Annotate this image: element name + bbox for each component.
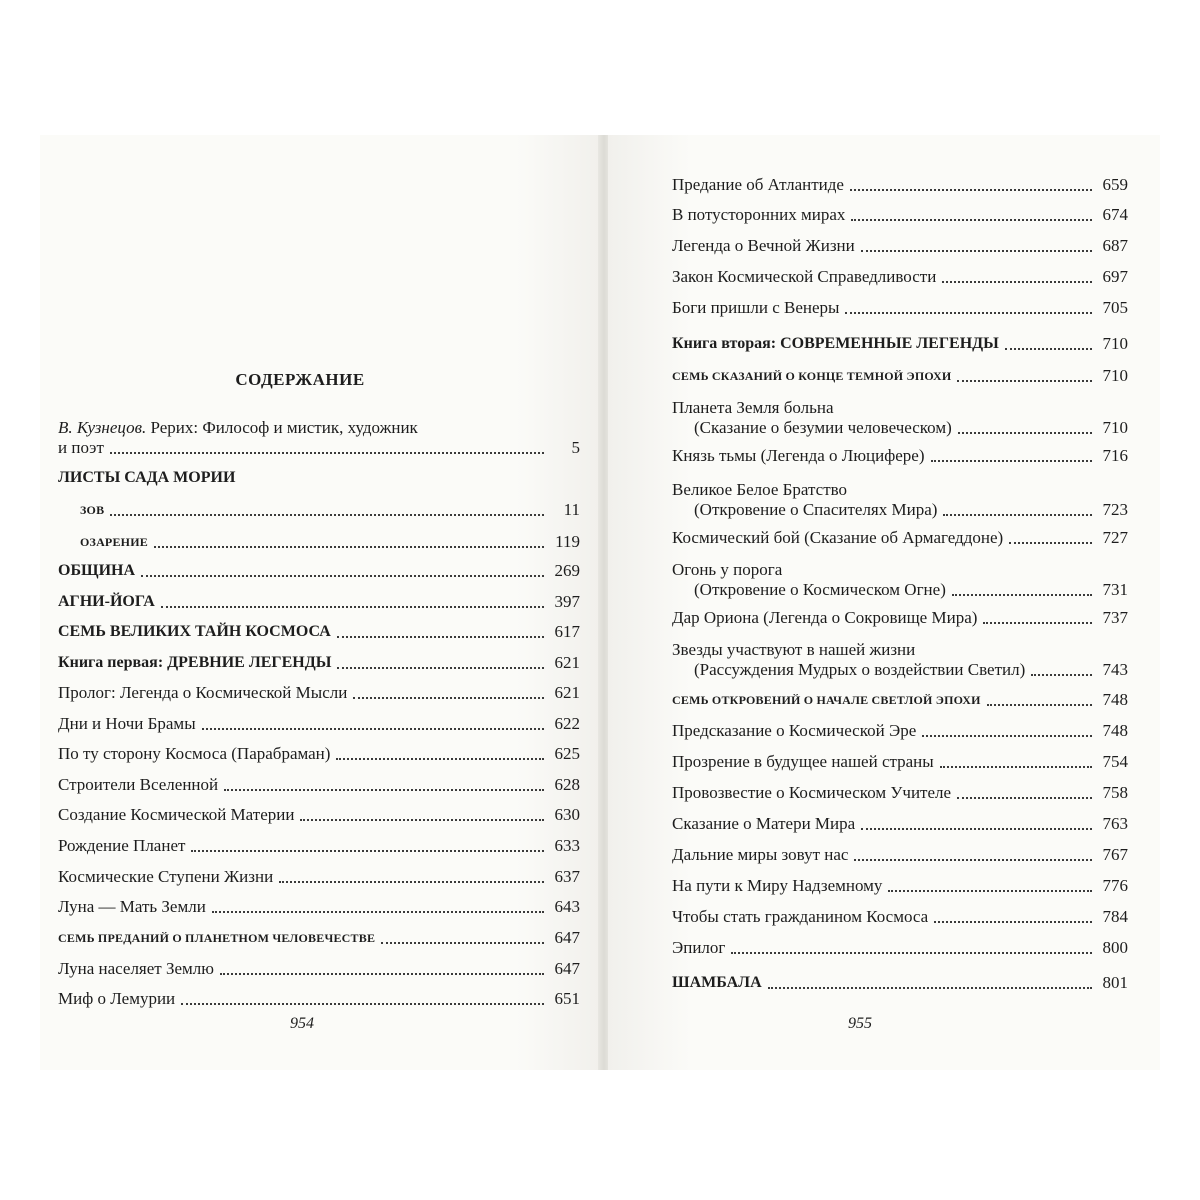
leader-dots (1031, 674, 1092, 676)
page-ref: 758 (1102, 783, 1128, 802)
toc-entry-title: СЕМЬ ОТКРОВЕНИЙ О НАЧАЛЕ СВЕТЛОЙ ЭПОХИ (672, 693, 981, 707)
toc-entry-title: Боги пришли с Венеры (672, 298, 840, 317)
toc-entry (672, 752, 1128, 772)
toc-entry (58, 867, 580, 887)
leader-dots (337, 667, 544, 669)
page-ref: 754 (1102, 752, 1128, 771)
page-ref: 651 (554, 989, 580, 1008)
leader-dots (888, 890, 1092, 892)
toc-entry-title: Предсказание о Космической Эре (672, 721, 917, 740)
leader-dots (940, 766, 1092, 768)
toc-entry-title: Чтобы стать гражданином Космоса (672, 907, 929, 926)
page-ref: 633 (554, 836, 580, 855)
page-ref: 397 (554, 592, 580, 611)
toc-entry-title-row (672, 640, 1128, 660)
leader-dots (931, 460, 1093, 462)
toc-entry (58, 928, 580, 948)
toc-entry (672, 236, 1128, 256)
toc-entry (672, 446, 1128, 466)
page-ref: 621 (554, 653, 580, 672)
leader-dots (191, 850, 544, 852)
page-ref: 630 (554, 805, 580, 824)
left-page (40, 135, 600, 1070)
page-ref: 659 (1102, 175, 1128, 194)
page-ref: 643 (554, 897, 580, 916)
toc-entry (672, 640, 1128, 680)
toc-entry-title-row (672, 480, 1128, 500)
page-ref: 748 (1102, 690, 1128, 709)
page-ref: 647 (554, 928, 580, 947)
toc-entry-title: Создание Космической Материи (58, 805, 295, 824)
toc-entry (58, 836, 580, 856)
toc-entry-title: Дни и Ночи Брамы (58, 714, 196, 733)
leader-dots (141, 575, 544, 577)
page-ref: 5 (571, 438, 580, 457)
leader-dots (300, 819, 544, 821)
page-ref: 716 (1102, 446, 1128, 465)
page-ref: 628 (554, 775, 580, 794)
toc-entry (672, 205, 1128, 225)
leader-dots (957, 797, 1092, 799)
toc-entry (672, 783, 1128, 803)
toc-entry (672, 814, 1128, 834)
leader-dots (154, 546, 544, 548)
page-ref: 727 (1102, 528, 1128, 547)
page-ref: 763 (1102, 814, 1128, 833)
toc-entry (672, 398, 1128, 438)
toc-entry-title: Сказание о Матери Мира (672, 814, 856, 833)
leader-dots (942, 281, 1092, 283)
leader-dots (922, 735, 1092, 737)
toc-entry (672, 845, 1128, 865)
intro-title-line2: и поэт (58, 438, 104, 457)
page-ref: 621 (554, 683, 580, 702)
toc-entry (672, 267, 1128, 287)
toc-entry (672, 560, 1128, 600)
toc-entry-title: Провозвестие о Космическом Учителе (672, 783, 952, 802)
page-ref: 710 (1102, 418, 1128, 437)
toc-entry-intro (58, 418, 580, 458)
toc-entry-title: СЕМЬ ПРЕДАНИЙ О ПЛАНЕТНОМ ЧЕЛОВЕЧЕСТВЕ (58, 931, 376, 945)
leader-dots (850, 189, 1092, 191)
page-ref: 748 (1102, 721, 1128, 740)
contents-title: СОДЕРЖАНИЕ (235, 370, 365, 389)
page-ref: 800 (1102, 938, 1128, 957)
leader-dots (983, 622, 1092, 624)
leader-dots (934, 921, 1092, 923)
toc-entry-title: По ту сторону Космоса (Парабраман) (58, 744, 331, 763)
toc-entry-subtitle: (Сказание о безумии человеческом) (694, 418, 952, 437)
toc-entry-title-row (672, 398, 1128, 418)
toc-entry-title: Дальние миры зовут нас (672, 845, 849, 864)
toc-entry-title: ШАМБАЛА (672, 974, 762, 991)
page-ref: 697 (1102, 267, 1128, 286)
toc-entry (58, 592, 580, 612)
leader-dots (957, 380, 1092, 382)
page-ref: 723 (1102, 500, 1128, 519)
toc-entry (58, 532, 580, 552)
leader-dots (212, 911, 544, 913)
toc-entry-title: ОЗАРЕНИЕ (80, 535, 148, 549)
toc-entry-title: Закон Космической Справедливости (672, 267, 937, 286)
toc-entry (58, 714, 580, 734)
toc-entry-title: ЗОВ (80, 503, 105, 517)
toc-entry-title: СЕМЬ СКАЗАНИЙ О КОНЦЕ ТЕМНОЙ ЭПОХИ (672, 369, 952, 383)
leader-dots (336, 758, 544, 760)
toc-entry (58, 622, 580, 642)
leader-dots (202, 728, 544, 730)
leader-dots (224, 789, 544, 791)
leader-dots (958, 432, 1092, 434)
page-ref: 705 (1102, 298, 1128, 317)
toc-entry-title: Легенда о Вечной Жизни (672, 236, 855, 255)
toc-entry (672, 298, 1128, 318)
toc-entry-title: Великое Белое Братство (672, 480, 848, 499)
toc-entry-title: Миф о Лемурии (58, 989, 176, 1008)
toc-entry (58, 468, 580, 488)
toc-entry-title: Книга вторая: СОВРЕМЕННЫЕ ЛЕГЕНДЫ (672, 335, 999, 352)
toc-entry-title: Строители Вселенной (58, 775, 219, 794)
book-spread (40, 135, 1160, 1070)
toc-entry-title: В потусторонних мирах (672, 205, 846, 224)
toc-entry (672, 608, 1128, 628)
toc-section-heading: ЛИСТЫ САДА МОРИИ (58, 469, 236, 486)
toc-entry-title: Эпилог (672, 938, 726, 957)
page-ref: 710 (1102, 334, 1128, 353)
toc-entry (58, 775, 580, 795)
toc-entry (672, 480, 1128, 520)
toc-entry-title: Огонь у порога (672, 560, 783, 579)
leader-dots (220, 973, 544, 975)
leader-dots (181, 1003, 544, 1005)
toc-entry-subtitle-row (672, 418, 1128, 438)
leader-dots (110, 452, 544, 454)
leader-dots (1005, 348, 1092, 350)
page-ref: 637 (554, 867, 580, 886)
bleed-through-text (532, 183, 582, 337)
page-ref: 776 (1102, 876, 1128, 895)
toc-entry-title: Рождение Планет (58, 836, 186, 855)
toc-entry-subtitle: (Откровение о Космическом Огне) (694, 580, 946, 599)
toc-entry (672, 334, 1128, 354)
leader-dots (1009, 542, 1092, 544)
toc-entry-title: Князь тьмы (Легенда о Люцифере) (672, 446, 925, 465)
toc-entry-title: Луна населяет Землю (58, 959, 214, 978)
toc-entry (672, 175, 1128, 195)
intro-title-line1: Рерих: Философ и мистик, художник (146, 418, 418, 437)
page-ref: 767 (1102, 845, 1128, 864)
toc-entry (58, 744, 580, 764)
toc-entry-title: ОБЩИНА (58, 562, 136, 579)
page-ref: 269 (554, 561, 580, 580)
leader-dots (943, 514, 1092, 516)
toc-entry-title-row (672, 560, 1128, 580)
toc-entry-title: Предание об Атлантиде (672, 175, 844, 194)
toc-entry-title: Пролог: Легенда о Космической Мысли (58, 683, 348, 702)
toc-entry (672, 938, 1128, 958)
intro-author: В. Кузнецов. (58, 418, 147, 437)
toc-entry-subtitle: (Рассуждения Мудрых о воздействии Светил) (694, 660, 1026, 679)
intro-line-2 (58, 438, 580, 458)
leader-dots (851, 219, 1092, 221)
leader-dots (845, 312, 1092, 314)
toc-entry-title: Звезды участвуют в нашей жизни (672, 640, 916, 659)
toc-entry (58, 989, 580, 1009)
toc-entry (672, 366, 1128, 386)
page-number-right: 955 (848, 1015, 872, 1032)
leader-dots (731, 952, 1092, 954)
leader-dots (381, 942, 544, 944)
leader-dots (854, 859, 1092, 861)
page-number-left: 954 (290, 1015, 314, 1032)
toc-entry (672, 876, 1128, 896)
leader-dots (353, 697, 544, 699)
leader-dots (110, 514, 544, 516)
toc-entry-title: Дар Ориона (Легенда о Сокровище Мира) (672, 608, 978, 627)
toc-entry (672, 721, 1128, 741)
leader-dots (279, 881, 544, 883)
page-ref: 625 (554, 744, 580, 763)
leader-dots (987, 704, 1092, 706)
page-ref: 687 (1102, 236, 1128, 255)
toc-entry-title: Луна — Мать Земли (58, 897, 206, 916)
toc-entry-title: Космические Ступени Жизни (58, 867, 274, 886)
toc-entry (672, 690, 1128, 710)
leader-dots (768, 987, 1092, 989)
page-ref: 119 (555, 532, 580, 551)
page-ref: 784 (1102, 907, 1128, 926)
toc-entry-title: Планета Земля больна (672, 398, 834, 417)
page-ref: 622 (554, 714, 580, 733)
page-ref: 743 (1102, 660, 1128, 679)
page-ref: 647 (554, 959, 580, 978)
toc-entry (58, 561, 580, 581)
page-ref: 11 (563, 500, 580, 519)
leader-dots (161, 606, 544, 608)
toc-entry-title: Книга первая: ДРЕВНИЕ ЛЕГЕНДЫ (58, 654, 332, 671)
toc-entry-title: На пути к Миру Надземному (672, 876, 883, 895)
toc-entry-title: Космический бой (Сказание об Армагеддоне) (672, 528, 1004, 547)
page-ref: 801 (1102, 973, 1128, 992)
leader-dots (337, 636, 544, 638)
toc-entry (58, 959, 580, 979)
toc-entry (58, 805, 580, 825)
page-ref: 674 (1102, 205, 1128, 224)
toc-entry-subtitle-row (672, 500, 1128, 520)
leader-dots (952, 594, 1092, 596)
leader-dots (861, 250, 1092, 252)
right-page (608, 135, 1160, 1070)
leader-dots (861, 828, 1092, 830)
toc-entry-title: АГНИ-ЙОГА (58, 593, 155, 610)
page-ref: 731 (1102, 580, 1128, 599)
toc-entry (58, 500, 580, 520)
toc-entry (58, 653, 580, 673)
toc-entry (58, 897, 580, 917)
intro-line-1 (58, 418, 580, 438)
toc-entry (58, 683, 580, 703)
toc-entry (672, 907, 1128, 927)
toc-entry-title: СЕМЬ ВЕЛИКИХ ТАЙН КОСМОСА (58, 623, 331, 640)
toc-entry-subtitle-row (672, 580, 1128, 600)
toc-entry (672, 528, 1128, 548)
page-ref: 710 (1102, 366, 1128, 385)
page-ref: 737 (1102, 608, 1128, 627)
toc-entry-subtitle-row (672, 660, 1128, 680)
page-ref: 617 (554, 622, 580, 641)
toc-entry (672, 973, 1128, 993)
toc-entry-title: Прозрение в будущее нашей страны (672, 752, 934, 771)
toc-entry-subtitle: (Откровение о Спасителях Мира) (694, 500, 938, 519)
